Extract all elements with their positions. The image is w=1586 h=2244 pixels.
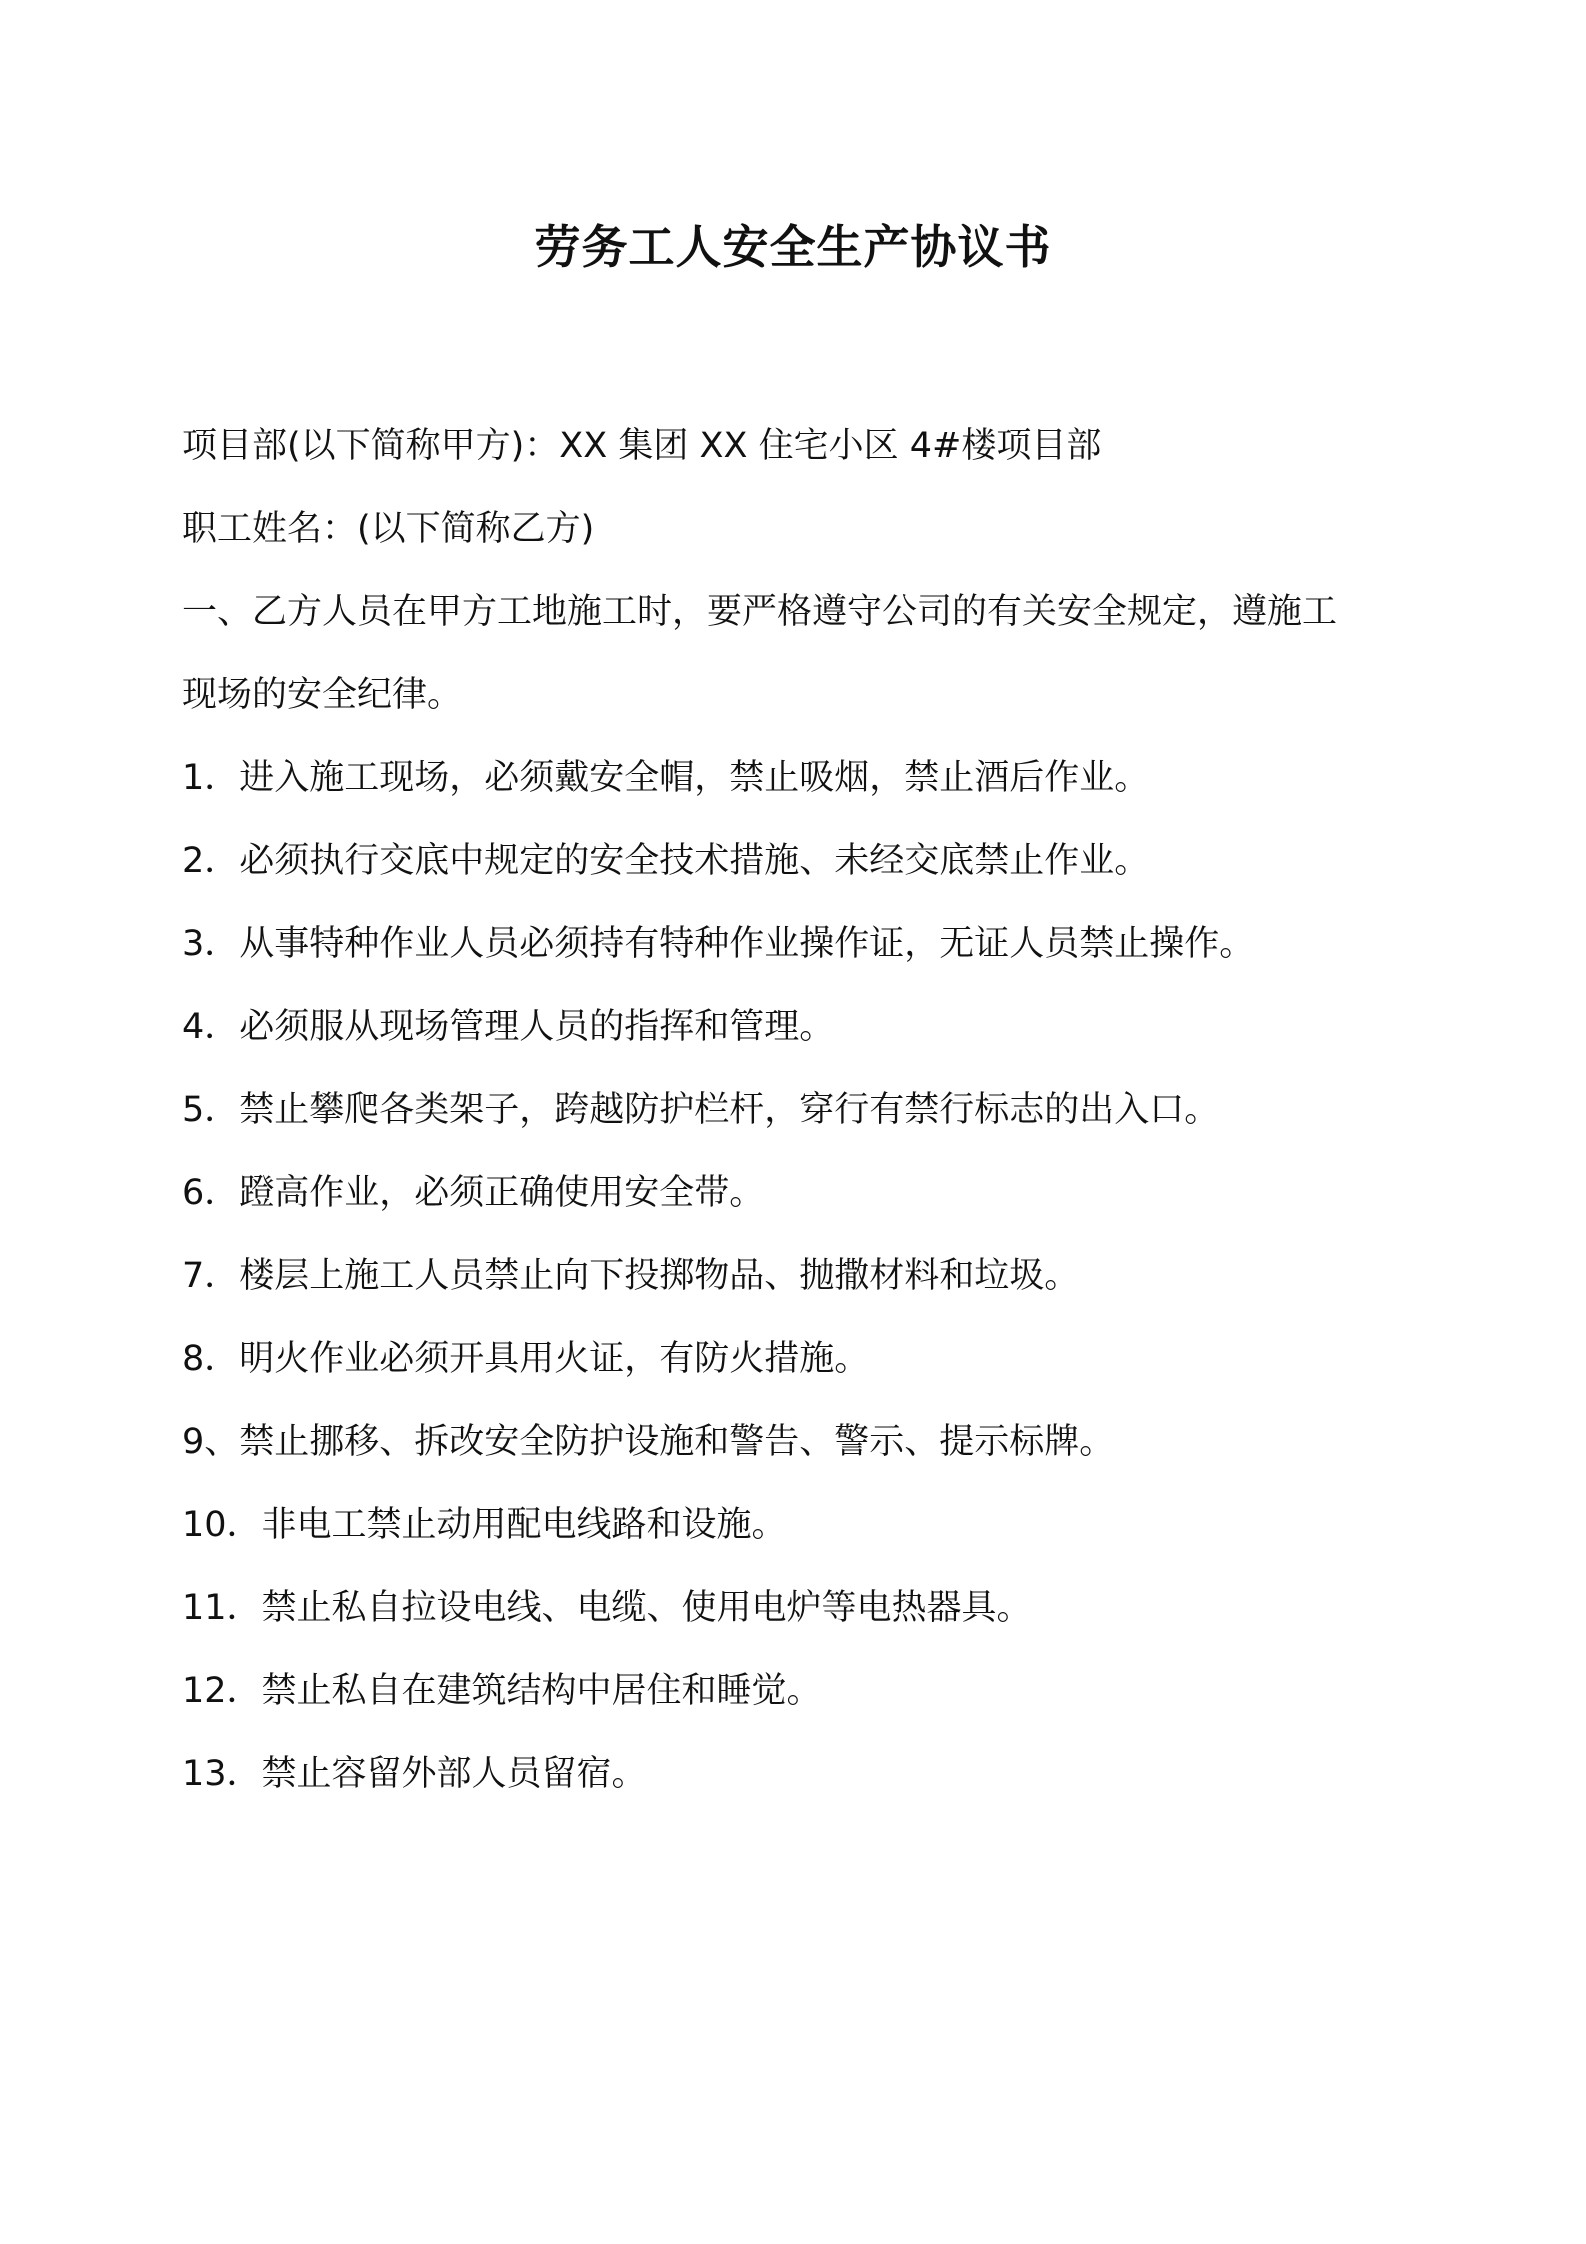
rule-item-11: 11．禁止私自拉设电线、电缆、使用电炉等电热器具。: [182, 1588, 1032, 1628]
section-1-line-1: 一、乙方人员在甲方工地施工时，要严格遵守公司的有关安全规定，遵施工: [182, 592, 1338, 632]
document-body: [182, 405, 1432, 1816]
rule-item-7: 7．楼层上施工人员禁止向下投掷物品、抛撒材料和垃圾。: [182, 1256, 1080, 1296]
rule-item-13: 13．禁止容留外部人员留宿。: [182, 1754, 647, 1794]
section-1-line-2: 现场的安全纪律。: [182, 675, 463, 715]
rule-item-10: 10．非电工禁止动用配电线路和设施。: [182, 1505, 787, 1545]
rule-item-3: 3．从事特种作业人员必须持有特种作业操作证，无证人员禁止操作。: [182, 924, 1255, 964]
rule-item-2: 2．必须执行交底中规定的安全技术措施、未经交底禁止作业。: [182, 841, 1150, 881]
rule-item-9: 9、禁止挪移、拆改安全防护设施和警告、警示、提示标牌。: [182, 1422, 1115, 1462]
party-a-line: 项目部(以下简称甲方)：XX 集团 XX 住宅小区 4#楼项目部: [182, 426, 1102, 466]
rule-item-5: 5．禁止攀爬各类架子，跨越防护栏杆，穿行有禁行标志的出入口。: [182, 1090, 1220, 1130]
rule-item-6: 6．蹬高作业，必须正确使用安全带。: [182, 1173, 765, 1213]
rule-item-12: 12．禁止私自在建筑结构中居住和睡觉。: [182, 1671, 822, 1711]
rule-item-8: 8．明火作业必须开具用火证，有防火措施。: [182, 1339, 870, 1379]
party-b-line: 职工姓名：(以下简称乙方): [182, 509, 595, 549]
rule-item-4: 4．必须服从现场管理人员的指挥和管理。: [182, 1007, 835, 1047]
document-title: 劳务工人安全生产协议书: [534, 220, 1052, 274]
rule-item-1: 1．进入施工现场，必须戴安全帽，禁止吸烟，禁止酒后作业。: [182, 758, 1150, 798]
